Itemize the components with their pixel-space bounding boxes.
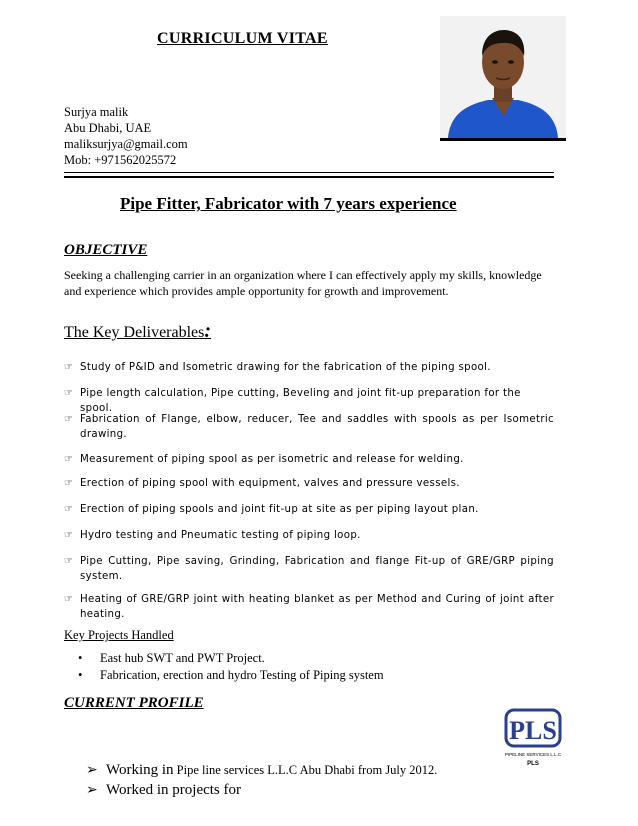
list-item bbox=[64, 476, 554, 491]
objective-text: Seeking a challenging carrier in an organization where I can effectively apply my skills, knowledge and experience which provides ample opportunity for growth and improvement. bbox=[64, 268, 542, 298]
header-divider-thick bbox=[64, 176, 554, 178]
applicant-mobile: Mob: +971562025572 bbox=[64, 153, 177, 167]
deliverables-heading bbox=[64, 320, 211, 343]
list-item bbox=[64, 502, 554, 517]
deliverables-heading-colon: : bbox=[204, 320, 212, 342]
deliverable-text: Hydro testing and Pneumatic testing of piping loop. bbox=[80, 530, 361, 541]
deliverable-text: Fabrication of Flange, elbow, reducer, Tee and saddles with spools as per Isometric drawing. bbox=[80, 414, 554, 440]
deliverable-text: Erection of piping spool with equipment, valves and pressure vessels. bbox=[80, 478, 460, 489]
applicant-email: maliksurjya@gmail.com bbox=[64, 137, 188, 151]
list-item bbox=[64, 360, 554, 375]
deliverable-text: Study of P&ID and Isometric drawing for the fabrication of the piping spool. bbox=[80, 362, 491, 373]
projects-list bbox=[78, 650, 384, 684]
list-item bbox=[86, 760, 437, 780]
profile-item-prefix: Working in bbox=[106, 762, 174, 778]
hand-pointer-icon: ☞ bbox=[64, 362, 74, 373]
deliverable-text: Pipe Cutting, Pipe saving, Grinding, Fabrication and flange Fit-up of GRE/GRP piping system. bbox=[80, 556, 554, 582]
professional-headline: Pipe Fitter, Fabricator with 7 years experience bbox=[120, 194, 457, 213]
hand-pointer-icon: ☞ bbox=[64, 388, 74, 399]
list-item bbox=[64, 412, 554, 442]
logo-short-name: PLS bbox=[527, 761, 539, 767]
profile-item-rest: Pipe line services L.L.C Abu Dhabi from July 2012. bbox=[173, 763, 438, 777]
deliverables-heading-text: The Key Deliverables bbox=[64, 324, 205, 341]
arrow-bullet-icon: ➢ bbox=[86, 782, 98, 798]
applicant-name: Surjya malik bbox=[64, 105, 129, 119]
project-text: East hub SWT and PWT Project. bbox=[100, 651, 265, 665]
hand-pointer-icon: ☞ bbox=[64, 504, 74, 515]
list-item bbox=[86, 780, 437, 800]
current-profile-list bbox=[86, 760, 437, 800]
objective-heading: OBJECTIVE bbox=[64, 242, 148, 258]
hand-pointer-icon: ☞ bbox=[64, 594, 74, 605]
deliverable-text: Erection of piping spools and joint fit-up at site as per piping layout plan. bbox=[80, 504, 479, 515]
bullet-icon: • bbox=[78, 651, 83, 665]
page-title: CURRICULUM VITAE bbox=[157, 30, 328, 47]
profile-photo bbox=[440, 16, 566, 141]
hand-pointer-icon: ☞ bbox=[64, 556, 74, 567]
logo-letters: PLS bbox=[509, 716, 557, 745]
deliverable-text: Pipe length calculation, Pipe cutting, Beveling and joint fit-up preparation for the spool. bbox=[80, 388, 521, 414]
list-item bbox=[64, 592, 554, 622]
current-profile-heading: CURRENT PROFILE bbox=[64, 695, 204, 711]
arrow-bullet-icon: ➢ bbox=[86, 762, 98, 778]
hand-pointer-icon: ☞ bbox=[64, 414, 74, 425]
projects-heading: Key Projects Handled bbox=[64, 628, 174, 642]
header-divider-thin bbox=[64, 172, 554, 173]
list-item bbox=[78, 667, 384, 684]
pls-logo-icon bbox=[498, 708, 568, 770]
deliverable-text: Heating of GRE/GRP joint with heating blanket as per Method and Curing of joint after heating. bbox=[80, 594, 554, 620]
profile-photo-image bbox=[440, 16, 566, 138]
profile-item-text: Worked in projects for bbox=[106, 782, 241, 798]
logo-company-name: PIPELINE SERVICES L.L.C bbox=[504, 752, 562, 757]
applicant-location: Abu Dhabi, UAE bbox=[64, 121, 152, 135]
list-item bbox=[64, 528, 554, 543]
contact-block bbox=[64, 104, 188, 168]
deliverable-text: Measurement of piping spool as per isometric and release for welding. bbox=[80, 454, 464, 465]
hand-pointer-icon: ☞ bbox=[64, 530, 74, 541]
company-logo bbox=[498, 708, 568, 770]
project-text: Fabrication, erection and hydro Testing of Piping system bbox=[100, 668, 384, 682]
hand-pointer-icon: ☞ bbox=[64, 478, 74, 489]
list-item bbox=[64, 554, 554, 584]
list-item bbox=[64, 452, 554, 467]
hand-pointer-icon: ☞ bbox=[64, 454, 74, 465]
bullet-icon: • bbox=[78, 668, 83, 682]
list-item bbox=[78, 650, 384, 667]
